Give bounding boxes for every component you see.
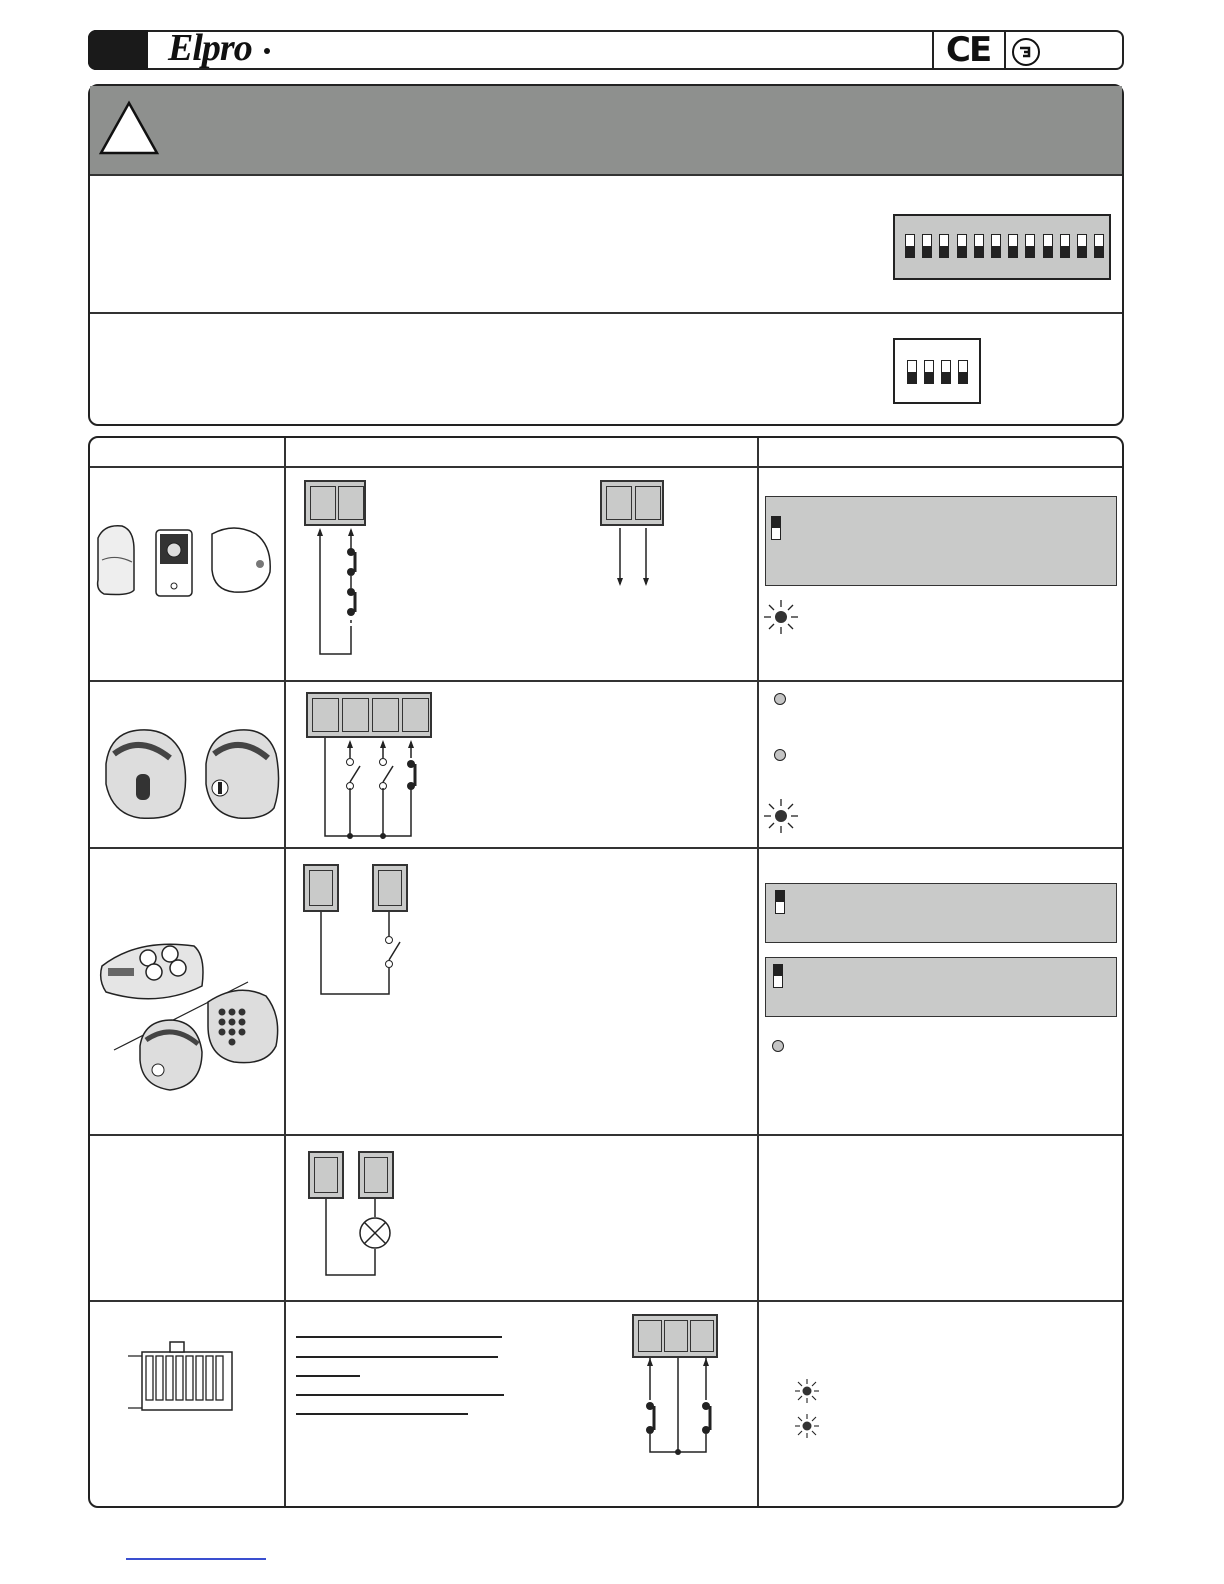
led-blinking-icon (762, 797, 800, 835)
column-divider (284, 438, 286, 1506)
remote-keypad-image (98, 936, 284, 1100)
certification-icon (1012, 38, 1040, 66)
ce-mark: CE (946, 30, 991, 70)
dip-switch-lever (991, 234, 1001, 258)
row-divider (90, 1134, 1122, 1136)
dip-switch-lever (958, 360, 968, 384)
terminal-block (600, 480, 664, 526)
key-selector-image (100, 724, 280, 824)
dip-switch-12 (893, 214, 1111, 280)
terminal-block (303, 864, 339, 912)
power-output-arrows (608, 526, 658, 590)
dip-switch-indicator (775, 890, 785, 914)
dip-switch-lever (1077, 234, 1087, 258)
push-button-wiring (310, 912, 410, 998)
dip-switch-lever (1008, 234, 1018, 258)
dip-switch-lever (922, 234, 932, 258)
brand-logo: Elpro (168, 27, 252, 69)
text-line (296, 1336, 502, 1338)
text-line (296, 1413, 468, 1415)
terminal-block (304, 480, 366, 526)
text-line (296, 1375, 360, 1377)
dip-setting-box (765, 496, 1117, 586)
text-line (296, 1356, 498, 1358)
column-divider (757, 438, 759, 1506)
dip-switch-lever (1094, 234, 1104, 258)
dip-switch-lever (974, 234, 984, 258)
terminal-block (632, 1314, 718, 1358)
terminal-block (308, 1151, 344, 1199)
led-blinking-icon (794, 1413, 820, 1439)
header-divider (932, 30, 934, 70)
table-header-divider (90, 466, 1122, 468)
led-off-icon (774, 693, 786, 705)
led-off-icon (772, 1040, 784, 1052)
header-tab (88, 30, 148, 70)
dip-switch-indicator (773, 964, 783, 988)
warning-band (90, 86, 1122, 174)
dip-switch-lever (1043, 234, 1053, 258)
dip-switch-lever (941, 360, 951, 384)
dip-switch-lever (907, 360, 917, 384)
connector-image (126, 1338, 236, 1414)
led-off-icon (774, 749, 786, 761)
terminal-block (306, 692, 432, 738)
dip-switch-lever (939, 234, 949, 258)
logo-dot (264, 48, 270, 54)
dip-switch-lever (905, 234, 915, 258)
warning-triangle-icon (98, 100, 160, 156)
limit-switch-wiring (638, 1358, 718, 1458)
dip-setting-box (765, 883, 1117, 943)
selector-wiring (310, 738, 430, 840)
dip-switch-lever (1060, 234, 1070, 258)
footer-link-underline[interactable] (126, 1558, 266, 1560)
header-divider (1004, 30, 1006, 70)
dip-setting-box (765, 957, 1117, 1017)
nc-contacts-wiring (300, 526, 380, 660)
terminal-block (358, 1151, 394, 1199)
dip-switch-lever (924, 360, 934, 384)
row-divider (90, 680, 1122, 682)
text-line (296, 1394, 504, 1396)
dip-switch-lever (957, 234, 967, 258)
row-divider (90, 1300, 1122, 1302)
divider (90, 312, 1122, 314)
dip-switch-lever (1025, 234, 1035, 258)
dip-switch-4 (893, 338, 981, 404)
led-blinking-icon (762, 598, 800, 636)
row-divider (90, 847, 1122, 849)
photocell-devices-image (94, 520, 280, 600)
led-blinking-icon (794, 1378, 820, 1404)
lamp-icon (316, 1199, 396, 1279)
dip-switch-indicator (771, 516, 781, 540)
divider (90, 174, 1122, 176)
terminal-block (372, 864, 408, 912)
